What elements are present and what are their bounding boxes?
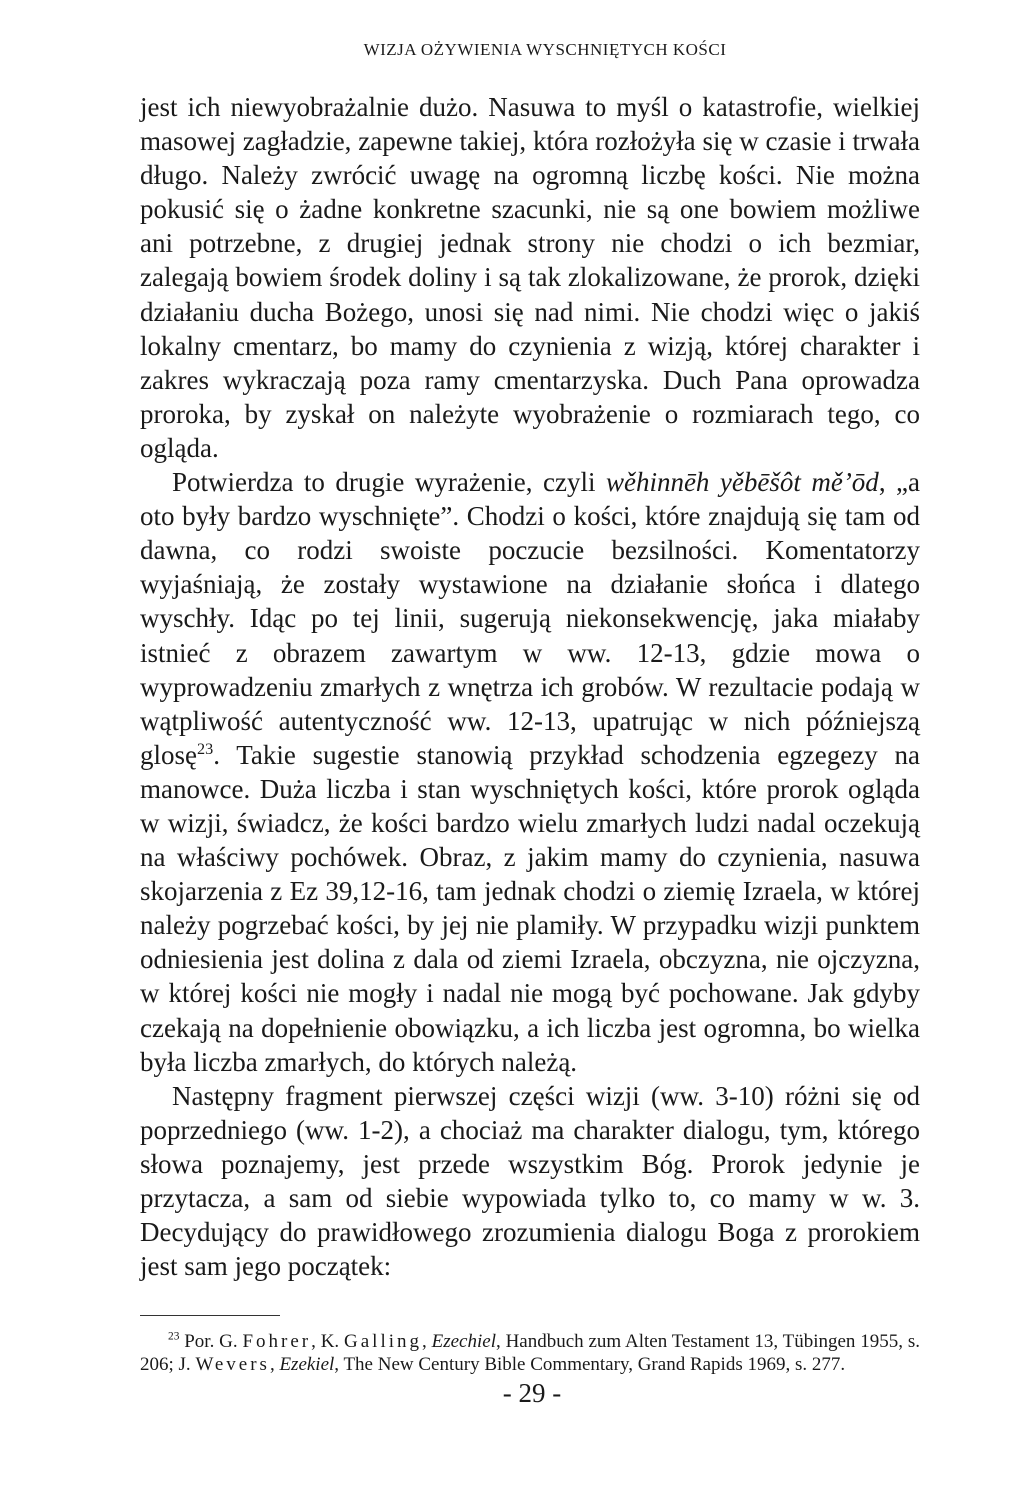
footnote-book-title: Ezekiel: [279, 1354, 335, 1376]
paragraph-1: jest ich niewyobrażalnie dużo. Nasuwa to myśl o katastrofie, wielkiej masowej zagładzie, zapewne takiej, która rozłożyła się w czasie i trwała długo. Należy zwrócić uwagę na ogromną liczbę kości. Nie można pokusić się o żadne konkretne szacunki, nie są one bowiem możliwe ani potrzebne, z drugiej jednak strony nie chodzi o ich bezmiar, zalegają bowiem środek doliny i są tak zlokalizowane, że prorok, dzięki działaniu ducha Bożego, unosi się nad nimi. Nie chodzi więc o jakiś lokalny cmentarz, bo mamy do czynienia z wizją, której charakter i zakres wykraczają poza ramy cmentarzyska. Duch Pana oprowadza proroka, by zyskał on należyte wyobrażenie o rozmiarach tego, co ogląda.: [140, 92, 920, 463]
paragraph-2: [140, 465, 920, 1079]
footnote-rule: [140, 1315, 280, 1316]
footnote-author: Galling: [344, 1331, 423, 1353]
footnote-text: , The New Century Bible Commentary, Grand Rapids 1969, s. 277.: [334, 1354, 846, 1376]
paragraph-2-part-b: , „a oto były bardzo wyschnięte”. Chodzi o kości, które znajdują się tam od dawna, co rodzi swoiste poczucie bezsilności. Komentatorzy wyjaśniają, że zostały wystawione na działanie słońca i dlatego wyschły. Idąc po tej linii, sugerują niekonsekwencję, jaka miałaby istnieć z obrazem zawartym w ww. 12-13, gdzie mowa o wyprowadzeniu zmarłych z wnętrza ich grobów. W rezultacie podają w wątpliwość autentyczność ww. 12-13, upatrując w nich późniejszą glosę: [140, 467, 921, 770]
footnote-book-title: Ezechiel: [431, 1331, 496, 1353]
footnote-text: , K.: [311, 1331, 345, 1353]
footnote-text: ,: [422, 1331, 432, 1353]
page-number: - 29 -: [502, 1378, 562, 1408]
footnote-text: Por. G.: [179, 1331, 243, 1353]
footnote-ref-23[interactable]: 23: [197, 739, 214, 758]
footnote-text: , Handbuch zum Alten Testament 13, Tübingen 1955, s. 206; J.: [140, 1331, 920, 1376]
paragraph-2-part-c: . Takie sugestie stanowią przykład schodzenia egzegezy na manowce. Duża liczba i stan wyschniętych kości, które prorok ogląda w wizji, świadcz, że kości bardzo wielu zmarłych ludzi nadal oczekują na właściwy pochówek. Obraz, z jakim mamy do czynienia, nasuwa skojarzenia z Ez 39,12-16, tam jednak chodzi o ziemię Izraela, w której należy pogrzebać kości, by jej nie plamiły. W przypadku wizji punktem odniesienia jest dolina z dala od ziemi Izraela, obczyzna, nie ojczyzna, w której kości nie mogły i nadal nie mogą być pochowane. Jak gdyby czekają na dopełnienie obowiązku, a ich liczba jest ogromna, bo wielka była liczba zmarłych, do których należą.: [140, 739, 920, 1077]
footnote-text: ,: [269, 1354, 280, 1376]
body-text: [140, 90, 920, 1283]
page: [140, 40, 920, 1376]
footnote-number: 23: [168, 1330, 180, 1343]
running-header: WIZJA OŻYWIENIA WYSCHNIĘTYCH KOŚCI: [363, 40, 727, 59]
paragraph-3: Następny fragment pierwszej części wizji (ww. 3-10) różni się od poprzedniego (ww. 1-2), a chociaż ma charakter dialogu, tym, którego słowa poznajemy, jest przede wszystkim Bóg. Prorok jedynie je przytacza, a sam od siebie wypowiada tylko to, co mamy w w. 3. Decydujący do prawidłowego zrozumienia dialogu Boga z prorokiem jest sam jego początek:: [140, 1080, 920, 1282]
paragraph-2-part-a: Potwierdza to drugie wyrażenie, czyli: [172, 467, 606, 498]
footnote-23: [140, 1330, 920, 1376]
footnote-author: Wevers: [195, 1354, 270, 1376]
footnote-author: Fohrer: [242, 1331, 312, 1353]
footnote: [140, 1330, 920, 1376]
hebrew-transliteration: wěhinnēh yěbēšôt mě’ōd: [605, 467, 879, 498]
